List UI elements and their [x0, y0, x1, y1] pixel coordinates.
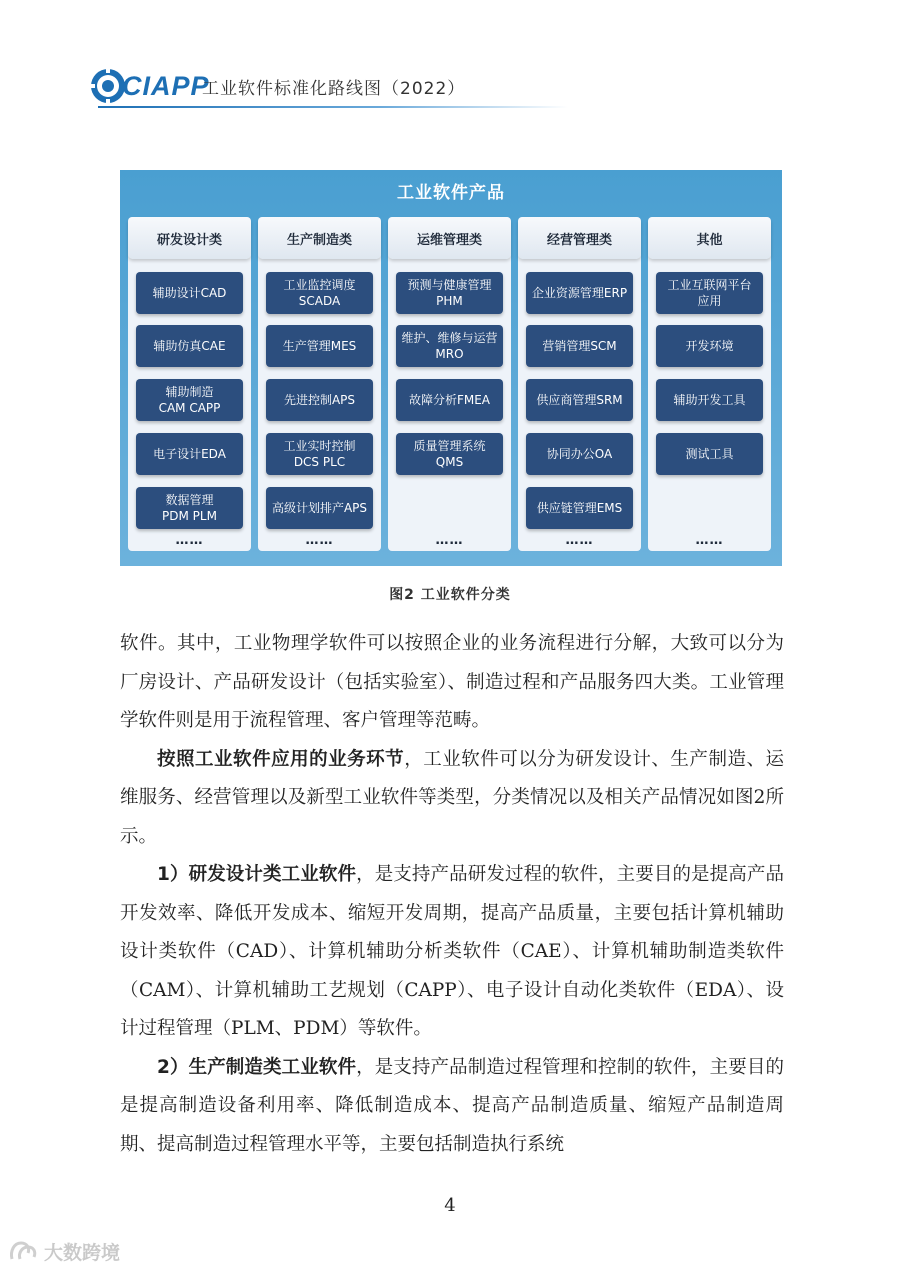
paragraph-3-lead: 1）研发设计类工业软件 [157, 864, 357, 885]
software-item-label: 维护、维修与运营 MRO [401, 331, 498, 361]
software-item [266, 379, 373, 421]
software-item-label: 辅助仿真CAE [153, 339, 226, 353]
software-classification-figure [120, 170, 782, 566]
figure-title: 工业软件产品 [397, 183, 505, 203]
software-item-label: 辅助开发工具 [673, 393, 746, 407]
software-item-label: 工业互联网平台 应用 [667, 278, 752, 308]
software-item-label: 供应链管理EMS [536, 501, 623, 515]
header-title: 工业软件标准化路线图（2022） [202, 79, 466, 99]
figure-caption: 图2 工业软件分类 [389, 587, 511, 603]
paragraph-3 [120, 856, 784, 1049]
software-item [656, 325, 763, 367]
software-item-label: 高级计划排产APS [271, 501, 368, 515]
software-item [396, 433, 503, 475]
watermark-icon [8, 1239, 38, 1263]
software-item-label: 辅助设计CAD [152, 286, 227, 300]
paragraph-2-lead: 按照工业软件应用的业务环节 [157, 748, 405, 770]
software-item-label: 工业实时控制 DCS PLC [283, 439, 356, 469]
software-item-label: 生产管理MES [282, 339, 357, 353]
software-item-label: 预测与健康管理 PHM [407, 278, 492, 308]
paragraph-4 [120, 1049, 784, 1165]
software-item [266, 487, 373, 529]
more-ellipsis: …… [305, 533, 334, 548]
software-item [656, 272, 763, 314]
category-heading: 生产制造类 [258, 217, 381, 259]
software-item [136, 379, 243, 421]
software-item [136, 433, 243, 475]
watermark [8, 1238, 120, 1264]
category-column [648, 217, 771, 551]
software-item [136, 272, 243, 314]
category-column [518, 217, 641, 551]
software-item [526, 325, 633, 367]
paragraph-4-text: ，是支持产品制造过程管理和控制的软件，主要目的是提高制造设备利用率、降低制造成本、提高产品制造质量、缩短产品制造周期、提高制造过程管理水平等，主要包括制造执行系统 [120, 1056, 784, 1155]
software-item [656, 433, 763, 475]
software-item [136, 325, 243, 367]
paragraph-3-text: ，是支持产品研发过程的软件，主要目的是提高产品开发效率、降低开发成本、缩短开发周期，提高产品质量，主要包括计算机辅助设计类软件（CAD）、计算机辅助分析类软件（CAE）、计算机辅助制造类软件（CAM）、计算机辅助工艺规划（CAPP）、电子设计自动化类软件（EDA）、设计过程管理（PLM、PDM）等软件。 [120, 864, 784, 1039]
category-column [128, 217, 251, 551]
page-header [88, 62, 508, 112]
header-divider [98, 106, 568, 108]
more-ellipsis: …… [175, 533, 204, 548]
software-item [526, 272, 633, 314]
software-item-label: 工业监控调度 SCADA [283, 278, 356, 308]
software-item [136, 487, 243, 529]
software-item [526, 379, 633, 421]
software-item-label: 辅助制造 CAM CAPP [158, 385, 221, 415]
software-item-label: 先进控制APS [283, 393, 356, 407]
software-item [526, 487, 633, 529]
software-item-label: 协同办公OA [546, 447, 613, 461]
category-heading: 经营管理类 [518, 217, 641, 259]
paragraph-1: 软件。其中，工业物理学软件可以按照企业的业务流程进行分解，大致可以分为厂房设计、产品研发设计（包括实验室）、制造过程和产品服务四大类。工业管理学软件则是用于流程管理、客户管理等范畴。 [120, 633, 784, 731]
software-item-label: 数据管理 PDM PLM [162, 493, 217, 523]
ciapp-logo [88, 66, 210, 106]
logo-text: CIAPP [122, 71, 210, 101]
paragraph-2-text: ，工业软件可以分为研发设计、生产制造、运维服务、经营管理以及新型工业软件等类型，分类情况以及相关产品情况如图2所示。 [120, 748, 784, 847]
software-item [266, 272, 373, 314]
software-item [526, 433, 633, 475]
watermark-text: 大数跨境 [44, 1241, 121, 1264]
software-item [396, 272, 503, 314]
software-item-label: 测试工具 [685, 447, 734, 461]
category-heading: 其他 [648, 217, 771, 259]
paragraph-2 [120, 741, 784, 857]
software-item-label: 故障分析FMEA [408, 393, 491, 407]
category-column [258, 217, 381, 551]
software-item-label: 质量管理系统 QMS [413, 439, 486, 469]
page-number: 4 [444, 1195, 456, 1216]
more-ellipsis: …… [565, 533, 594, 548]
software-item [266, 433, 373, 475]
software-item-label: 开发环境 [685, 339, 734, 353]
software-item [266, 325, 373, 367]
category-heading: 研发设计类 [128, 217, 251, 259]
software-item [396, 379, 503, 421]
software-item [396, 325, 503, 367]
software-item-label: 营销管理SCM [542, 339, 617, 353]
software-item-label: 供应商管理SRM [536, 393, 623, 407]
software-item-label: 企业资源管理ERP [531, 286, 628, 300]
software-item [656, 379, 763, 421]
more-ellipsis: …… [435, 533, 464, 548]
more-ellipsis: …… [695, 533, 724, 548]
software-item-label: 电子设计EDA [153, 447, 226, 461]
category-column [388, 217, 511, 551]
category-heading: 运维管理类 [388, 217, 511, 259]
body-text [120, 625, 784, 1164]
paragraph-4-lead: 2）生产制造类工业软件 [157, 1056, 357, 1078]
